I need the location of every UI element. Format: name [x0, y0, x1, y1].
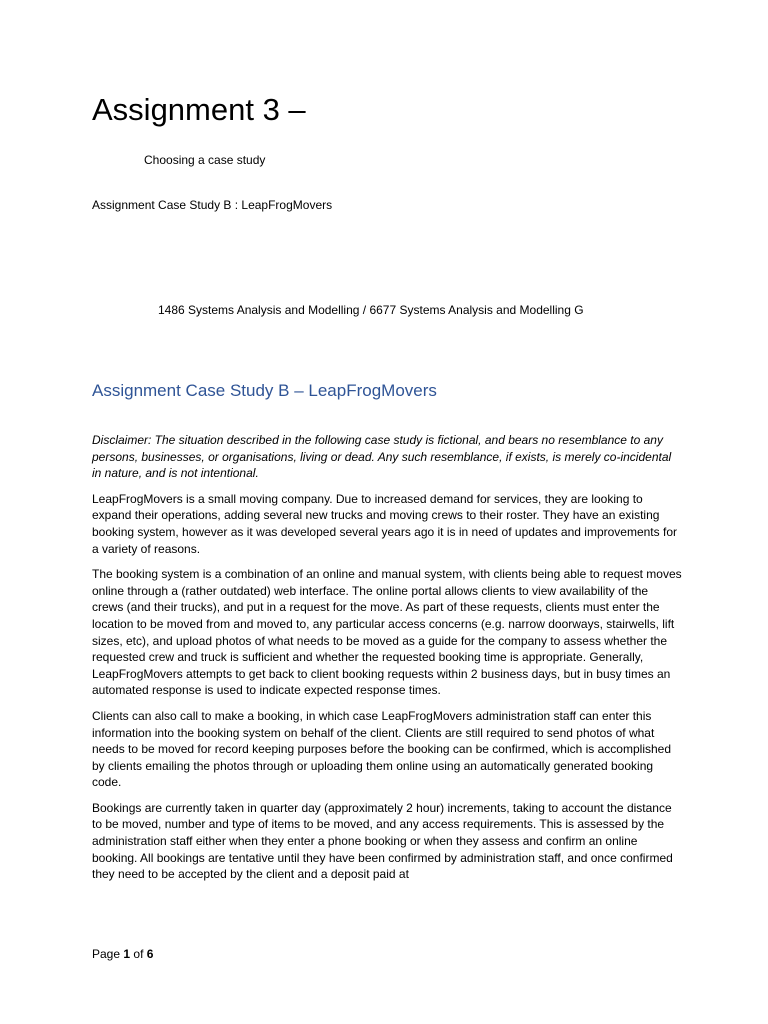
body-paragraph: Bookings are currently taken in quarter day (approximately 2 hour) increments, taking to account the distance to be moved, number and type of items to be moved, and any access requirements. This is assessed by the administration staff either when they enter a phone booking or when they assess and confirm an online booking. All bookings are tentative until they have been confirmed by administration staff, and once confirmed they need to be accepted by the client and a deposit paid at — [92, 800, 673, 882]
case-study-line: Assignment Case Study B : LeapFrogMovers — [92, 198, 333, 212]
document-subtitle: Choosing a case study — [144, 153, 266, 167]
page-total: 6 — [146, 947, 154, 961]
page-current: 1 — [123, 947, 131, 961]
document-title: Assignment 3 – — [92, 92, 306, 127]
body-paragraph: Clients can also call to make a booking, in which case LeapFrogMovers administration staff can enter this information into the booking system on behalf of the client. Clients are still required to send photos of what needs to be moved for record keeping purposes before the booking can be confirmed, which is accomplished by clients emailing the photos through or uploading them online using an automatically generated booking code. — [92, 708, 672, 790]
disclaimer-paragraph: Disclaimer: The situation described in the following case study is fictional, and bears no resemblance to any persons, businesses, or organisations, living or dead. Any such resemblance, if exists, is merely co-incidental in nature, and is not intentional. — [92, 433, 672, 481]
page-footer — [92, 946, 153, 962]
case-study-heading: Assignment Case Study B – LeapFrogMovers — [92, 381, 437, 400]
document-body — [92, 432, 682, 892]
page-of: of — [133, 947, 144, 961]
body-paragraph: LeapFrogMovers is a small moving company. Due to increased demand for services, they are looking to expand their operations, adding several new trucks and moving crews to their roster. They have an existing booking system, however as it was developed several years ago it is in need of updates and improvements for a variety of reasons. — [92, 491, 677, 556]
course-line: 1486 Systems Analysis and Modelling / 6677 Systems Analysis and Modelling G — [158, 303, 584, 317]
page-word: Page — [92, 947, 121, 961]
body-paragraph: The booking system is a combination of an online and manual system, with clients being able to request moves online through a (rather outdated) web interface. The online portal allows clients to view availability of the crews (and their trucks), and put in a request for the move. As part of these requests, clients must enter the location to be moved from and moved to, any particular access concerns (e.g. narrow doorways, stairwells, lift sizes, etc), and upload photos of what needs to be moved as a guide for the company to assess whether the requested crew and truck is sufficient and whether the requested booking time is appropriate. Generally, LeapFrogMovers attempts to get back to client booking requests within 2 business days, but in busy times an automated response is used to indicate expected response times. — [92, 567, 682, 698]
